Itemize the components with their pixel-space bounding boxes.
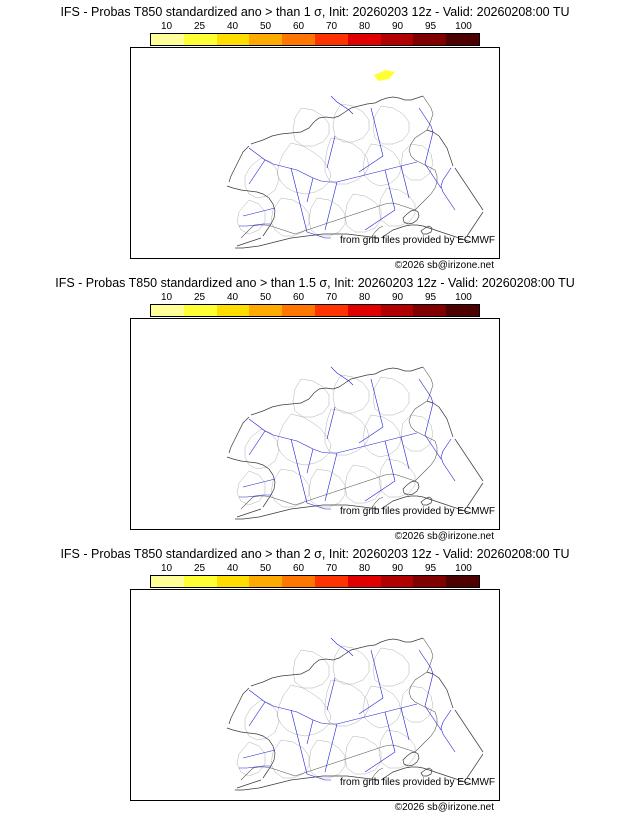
- colorbar-segment: [282, 305, 315, 316]
- river: [249, 160, 265, 184]
- coastline: [251, 96, 423, 144]
- colorbar-tick: 60: [292, 21, 305, 32]
- river: [331, 367, 353, 385]
- colorbar-gradient: [150, 575, 480, 588]
- colorbar-segment: [348, 305, 381, 316]
- coastline: [237, 780, 261, 788]
- colorbar-tick: 95: [424, 563, 437, 574]
- country-border: [295, 474, 415, 505]
- country-border: [409, 130, 435, 170]
- river: [307, 720, 313, 744]
- river: [361, 162, 417, 176]
- colorbar-segment: [381, 576, 414, 587]
- colorbar-segment: [446, 34, 479, 45]
- coastline: [229, 688, 249, 724]
- map-canvas[interactable]: [130, 318, 500, 530]
- river: [425, 706, 441, 730]
- colorbar-segment: [217, 34, 250, 45]
- department-boundary: [293, 108, 329, 146]
- coastline: [403, 752, 419, 766]
- coastline: [467, 212, 483, 236]
- river: [249, 419, 361, 453]
- department-boundary: [277, 143, 331, 194]
- colorbar-segment: [184, 34, 217, 45]
- colorbar-tick: 90: [391, 292, 404, 303]
- river: [243, 208, 275, 216]
- river: [243, 479, 275, 487]
- map-panel-panel-2sigma: [0, 542, 630, 813]
- coastline: [455, 439, 483, 481]
- department-boundary: [237, 471, 265, 505]
- coastline: [421, 768, 432, 776]
- coastline: [421, 497, 432, 505]
- colorbar-segment: [184, 305, 217, 316]
- river: [249, 690, 361, 724]
- map-panel-panel-1sigma: [0, 0, 630, 271]
- country-border: [241, 497, 253, 509]
- map-vector-layer: [131, 590, 499, 800]
- colorbar-segment: [282, 576, 315, 587]
- coastline: [237, 238, 261, 246]
- colorbar-tick: 100: [455, 21, 472, 32]
- river: [249, 431, 265, 455]
- colorbar-tick-labels: [150, 21, 480, 33]
- river: [325, 453, 337, 501]
- colorbar-segment: [348, 576, 381, 587]
- colorbar-segment: [151, 576, 184, 587]
- river: [291, 168, 307, 232]
- river: [365, 481, 395, 501]
- department-boundary: [333, 375, 369, 413]
- panel-title: IFS - Probas T850 standardized ano > than 1.5 σ, Init: 20260203 12z - Valid: 20260208:00 TU: [55, 276, 575, 290]
- river: [361, 704, 417, 718]
- river: [307, 232, 331, 238]
- coastline: [237, 509, 261, 517]
- river: [307, 449, 313, 473]
- colorbar-tick: 100: [455, 563, 472, 574]
- colorbar-segment: [151, 34, 184, 45]
- colorbar-segment: [381, 34, 414, 45]
- department-boundary: [379, 730, 415, 768]
- country-border: [423, 638, 433, 672]
- colorbar-tick: 70: [325, 21, 338, 32]
- colorbar-gradient: [150, 304, 480, 317]
- colorbar-gradient: [150, 33, 480, 46]
- river: [365, 752, 395, 772]
- credit-owner: ©2026 sb@irizone.net: [394, 531, 494, 542]
- map-canvas[interactable]: [130, 47, 500, 259]
- river: [361, 433, 417, 447]
- country-border: [295, 203, 415, 234]
- colorbar-tick: 40: [226, 563, 239, 574]
- colorbar-segment: [249, 305, 282, 316]
- river: [291, 439, 307, 503]
- country-border: [241, 768, 253, 780]
- colorbar-tick: 25: [193, 292, 206, 303]
- river: [425, 164, 441, 188]
- coastline: [403, 481, 419, 495]
- credit-data-source: from grib files provided by ECMWF: [339, 506, 495, 517]
- colorbar-tick-labels: [150, 563, 480, 575]
- river: [359, 156, 383, 172]
- coastline: [227, 457, 275, 507]
- department-boundary: [309, 198, 345, 236]
- river: [325, 724, 337, 772]
- department-boundary: [277, 685, 331, 736]
- river: [425, 435, 441, 459]
- country-border: [409, 672, 435, 712]
- colorbar-segment: [413, 34, 446, 45]
- coastline: [403, 210, 419, 224]
- department-boundary: [379, 459, 415, 497]
- colorbar-segment: [249, 34, 282, 45]
- colorbar-tick: 10: [160, 292, 173, 303]
- colorbar-tick: 10: [160, 563, 173, 574]
- colorbar-segment: [217, 576, 250, 587]
- map-canvas[interactable]: [130, 589, 500, 801]
- colorbar-tick: 50: [259, 292, 272, 303]
- colorbar-tick: 50: [259, 563, 272, 574]
- coastline: [229, 417, 249, 453]
- department-boundary: [333, 104, 369, 142]
- river: [441, 710, 455, 752]
- river: [371, 379, 383, 427]
- river: [331, 96, 353, 114]
- colorbar-tick: 70: [325, 563, 338, 574]
- map-vector-layer: [131, 319, 499, 529]
- colorbar-tick: 25: [193, 21, 206, 32]
- colorbar-tick: 60: [292, 292, 305, 303]
- river: [371, 650, 383, 698]
- department-boundary: [379, 188, 415, 226]
- country-border: [295, 745, 415, 776]
- coastline: [427, 401, 453, 437]
- colorbar-segment: [315, 305, 348, 316]
- colorbar-tick: 60: [292, 563, 305, 574]
- colorbar-tick: 40: [226, 292, 239, 303]
- colorbar-tick-labels: [150, 292, 480, 304]
- colorbar-tick: 70: [325, 292, 338, 303]
- river: [365, 210, 395, 230]
- river: [243, 750, 275, 758]
- river: [331, 638, 353, 656]
- colorbar: [150, 21, 480, 47]
- river: [401, 166, 409, 198]
- department-boundary: [293, 650, 329, 688]
- map-vector-layer: [131, 48, 499, 258]
- colorbar-tick: 90: [391, 563, 404, 574]
- credit-data-source: from grib files provided by ECMWF: [339, 235, 495, 246]
- river: [307, 178, 313, 202]
- coastline: [421, 226, 432, 234]
- river: [425, 674, 433, 706]
- coastline: [227, 186, 275, 236]
- department-boundary: [345, 736, 381, 774]
- colorbar-segment: [381, 305, 414, 316]
- country-border: [423, 96, 433, 130]
- river: [249, 702, 265, 726]
- colorbar-segment: [413, 305, 446, 316]
- colorbar-segment: [315, 576, 348, 587]
- river: [325, 182, 337, 230]
- colorbar-segment: [348, 34, 381, 45]
- colorbar-tick: 95: [424, 292, 437, 303]
- colorbar-tick: 90: [391, 21, 404, 32]
- country-border: [423, 367, 433, 401]
- department-boundary: [293, 379, 329, 417]
- department-boundary: [237, 742, 265, 776]
- colorbar: [150, 563, 480, 589]
- colorbar-tick: 95: [424, 21, 437, 32]
- coastline: [455, 710, 483, 752]
- colorbar-tick: 25: [193, 563, 206, 574]
- river: [441, 168, 455, 210]
- river: [307, 774, 331, 780]
- probability-anomaly-patch: [374, 70, 395, 81]
- department-boundary: [325, 680, 369, 726]
- colorbar-segment: [413, 576, 446, 587]
- department-boundary: [333, 646, 369, 684]
- river: [401, 708, 409, 740]
- colorbar-segment: [446, 576, 479, 587]
- colorbar-segment: [446, 305, 479, 316]
- department-boundary: [325, 138, 369, 184]
- river: [327, 136, 335, 168]
- colorbar-segment: [151, 305, 184, 316]
- credit-owner: ©2026 sb@irizone.net: [394, 802, 494, 813]
- colorbar-tick: 100: [455, 292, 472, 303]
- river: [371, 108, 383, 156]
- credit-owner: ©2026 sb@irizone.net: [394, 260, 494, 271]
- coastline: [229, 146, 249, 182]
- colorbar-segment: [282, 34, 315, 45]
- department-boundary: [345, 194, 381, 232]
- coastline: [427, 672, 453, 708]
- coastline: [227, 728, 275, 778]
- colorbar-tick: 50: [259, 21, 272, 32]
- colorbar-tick: 40: [226, 21, 239, 32]
- country-border: [409, 401, 435, 441]
- panel-title: IFS - Probas T850 standardized ano > than 2 σ, Init: 20260203 12z - Valid: 20260208:00 TU: [60, 547, 570, 561]
- river: [249, 148, 361, 182]
- colorbar: [150, 292, 480, 318]
- river: [359, 427, 383, 443]
- credit-data-source: from grib files provided by ECMWF: [339, 777, 495, 788]
- department-boundary: [345, 465, 381, 503]
- map-panel-panel-1p5sigma: [0, 271, 630, 542]
- colorbar-tick: 80: [358, 292, 371, 303]
- river: [359, 698, 383, 714]
- river: [441, 439, 455, 481]
- colorbar-tick: 80: [358, 563, 371, 574]
- coastline: [467, 754, 483, 778]
- coastline: [427, 130, 453, 166]
- colorbar-tick: 10: [160, 21, 173, 32]
- colorbar-segment: [249, 576, 282, 587]
- department-boundary: [237, 200, 265, 234]
- river: [307, 503, 331, 509]
- coastline: [251, 638, 423, 686]
- panel-title: IFS - Probas T850 standardized ano > than 1 σ, Init: 20260203 12z - Valid: 20260208:00 TU: [60, 5, 570, 19]
- river: [327, 407, 335, 439]
- coastline: [467, 483, 483, 507]
- colorbar-segment: [217, 305, 250, 316]
- colorbar-segment: [184, 576, 217, 587]
- coastline: [455, 168, 483, 210]
- colorbar-segment: [315, 34, 348, 45]
- department-boundary: [277, 414, 331, 465]
- colorbar-tick: 80: [358, 21, 371, 32]
- river: [291, 710, 307, 774]
- department-boundary: [325, 409, 369, 455]
- coastline: [251, 367, 423, 415]
- country-border: [241, 226, 253, 238]
- department-boundary: [309, 740, 345, 778]
- river: [401, 437, 409, 469]
- river: [425, 403, 433, 435]
- department-boundary: [309, 469, 345, 507]
- river: [425, 132, 433, 164]
- river: [327, 678, 335, 710]
